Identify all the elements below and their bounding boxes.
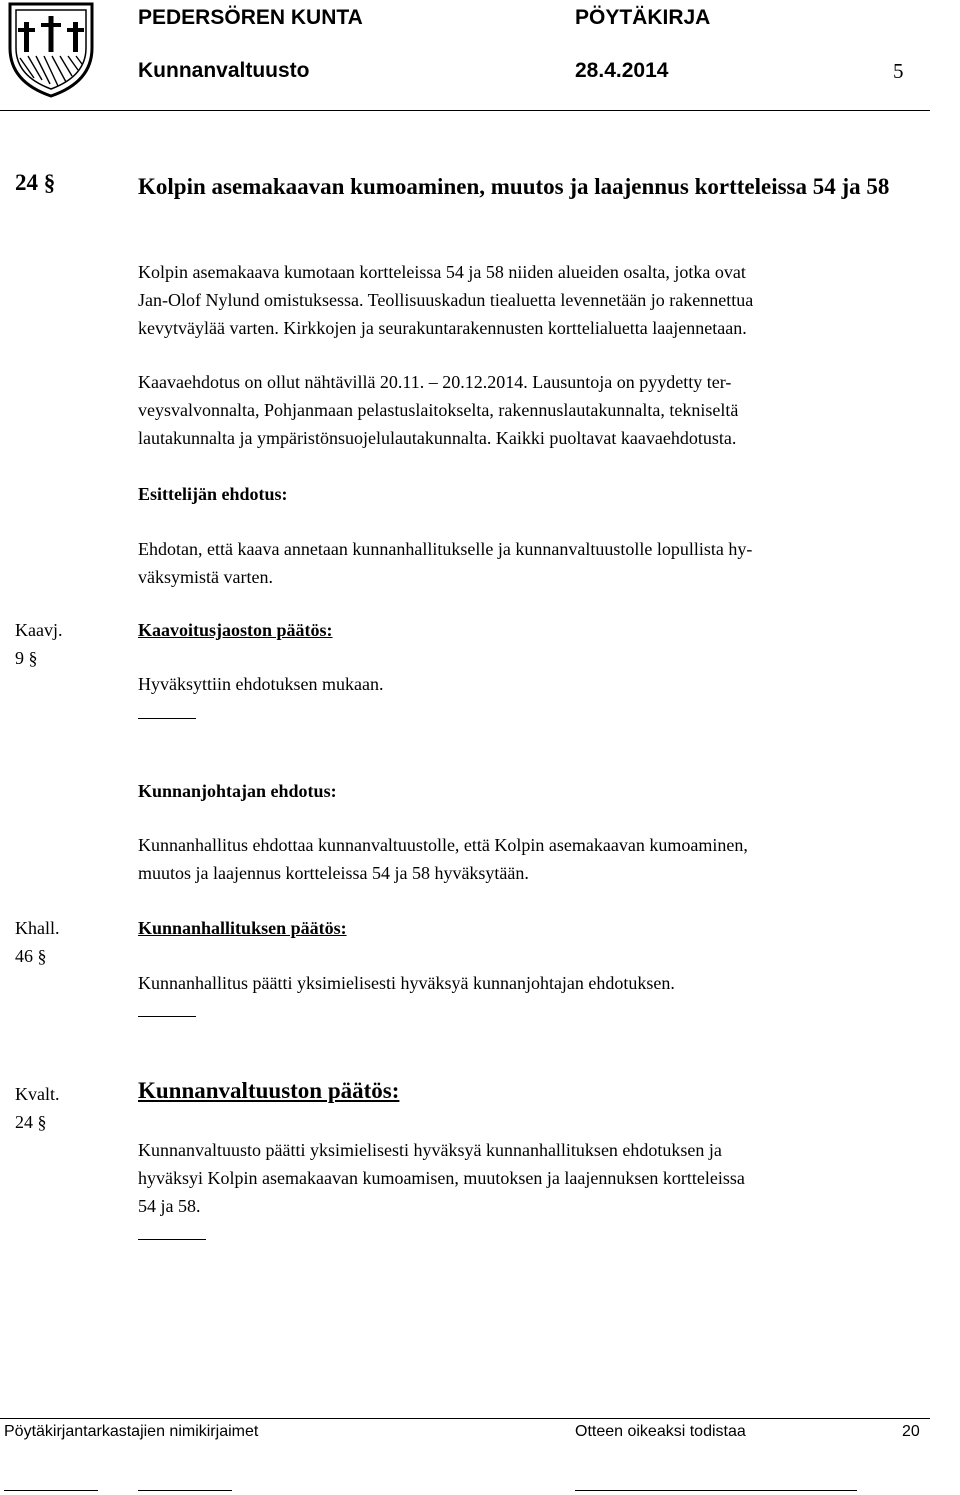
exhibition-paragraph: Kaavaehdotus on ollut nähtävillä 20.11. – 20.12.2014. Lausuntoja on pyydetty ter- veysvalvonnalta, Pohjanmaan pelastuslaitokselta, rakennuslautakunnalta, tekniseltä lautakunnalta ja ympäristönsuojelulautakunnalta. Kaikki puoltavat kaavaehdotusta. (138, 372, 739, 448)
khall-reference: Khall. 46 § (15, 918, 60, 966)
director-proposal-text: Kunnanhallitus ehdottaa kunnanvaltuustolle, että Kolpin asemakaavan kumoaminen, muutos ja laajennus kortteleissa 54 ja 58 hyväksytään. (138, 835, 748, 883)
municipality-name: PEDERSÖREN KUNTA (138, 6, 363, 29)
section-number: 24 § (15, 170, 56, 195)
kvalt-reference: Kvalt. 24 § (15, 1084, 60, 1132)
page-number: 5 (893, 59, 904, 83)
coat-of-arms-logo (6, 0, 96, 100)
separator-line (138, 1016, 196, 1017)
separator-line (138, 1239, 206, 1240)
kaavj-reference: Kaavj. 9 § (15, 620, 63, 668)
meeting-date: 28.4.2014 (575, 59, 669, 82)
document-type: PÖYTÄKIRJA (575, 6, 711, 29)
signature-line (4, 1490, 98, 1491)
kaavj-decision-text: Hyväksyttiin ehdotuksen mukaan. (138, 674, 384, 694)
kaavj-decision-heading: Kaavoitusjaoston päätös: (138, 620, 333, 640)
header-rule (0, 110, 930, 111)
footer-page-number: 20 (902, 1423, 920, 1440)
intro-paragraph: Kolpin asemakaava kumotaan kortteleissa 54 ja 58 niiden alueiden osalta, jotka ovat Jan-Olof Nylund omistuksessa. Teollisuuskadun tiealuetta levennetään jo rakennettua kevytväylää varten. Kirkkojen ja seurakuntarakennusten korttelialuetta laajennetaan. (138, 262, 754, 338)
signatures-label: Pöytäkirjantarkastajien nimikirjaimet (4, 1423, 259, 1440)
presenter-proposal-heading: Esittelijän ehdotus: (138, 484, 288, 504)
certified-label: Otteen oikeaksi todistaa (575, 1423, 746, 1440)
footer-rule (0, 1418, 930, 1419)
khall-decision-text: Kunnanhallitus päätti yksimielisesti hyväksyä kunnanjohtajan ehdotuksen. (138, 973, 675, 993)
signature-line (138, 1490, 232, 1491)
separator-line (138, 718, 196, 719)
presenter-proposal-text: Ehdotan, että kaava annetaan kunnanhallitukselle ja kunnanvaltuustolle lopullista hy- väksymistä varten. (138, 539, 753, 587)
director-proposal-heading: Kunnanjohtajan ehdotus: (138, 781, 337, 801)
council-decision-heading: Kunnanvaltuuston päätös: (138, 1078, 400, 1103)
certification-line (575, 1490, 857, 1491)
section-title: Kolpin asemakaavan kumoaminen, muutos ja laajennus kortteleissa 54 ja 58 (138, 174, 890, 199)
khall-decision-heading: Kunnanhallituksen päätös: (138, 918, 347, 938)
council-decision-text: Kunnanvaltuusto päätti yksimielisesti hyväksyä kunnanhallituksen ehdotuksen ja hyväksyi Kolpin asemakaavan kumoamisen, muutoksen ja laajennuksen kortteleissa 54 ja 58. (138, 1140, 745, 1216)
meeting-body: Kunnanvaltuusto (138, 59, 310, 82)
